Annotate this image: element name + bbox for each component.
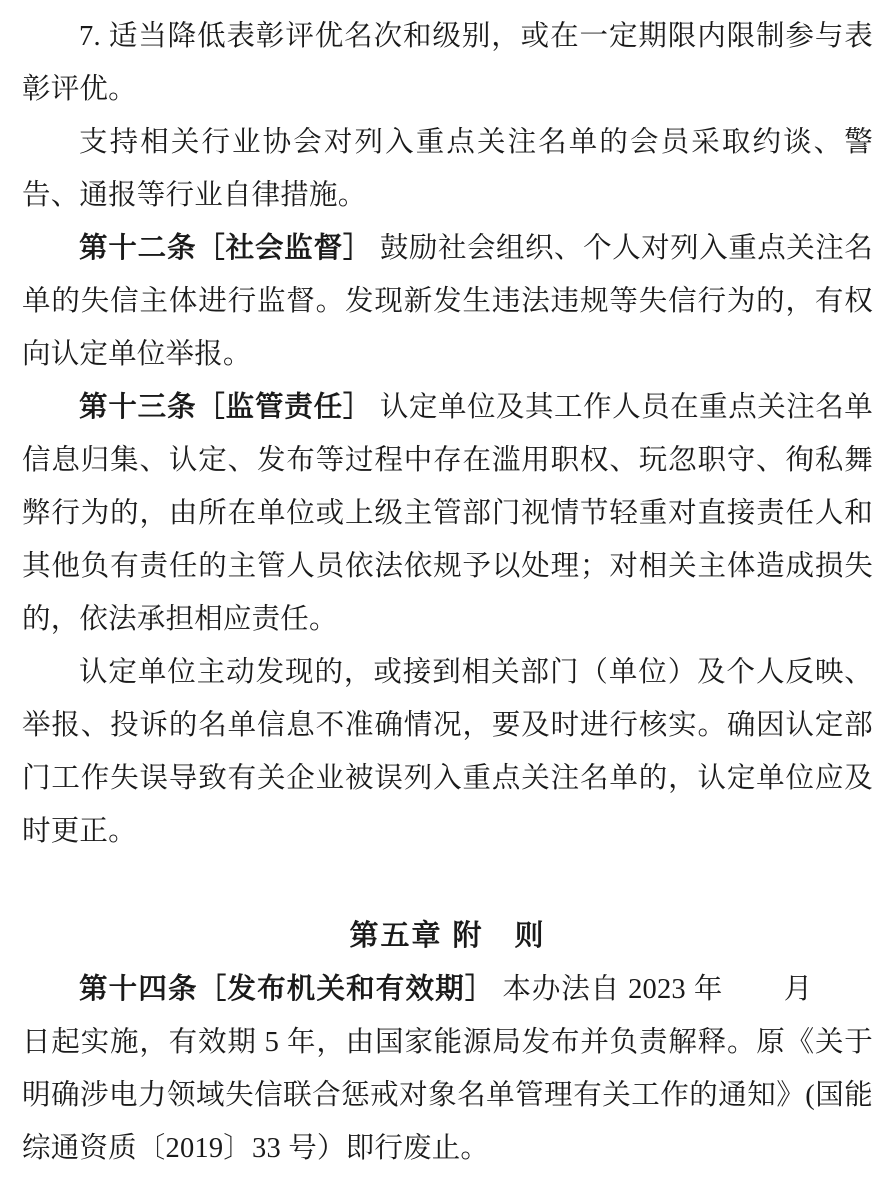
article-13-body: 认定单位及其工作人员在重点关注名单信息归集、认定、发布等过程中存在滥用职权、玩忽职守、徇私舞弊行为的，由所在单位或上级主管部门视情节轻重对直接责任人和其他负有责任的主管人员依法依规予以处理；对相关主体造成损失的，依法承担相应责任。 (22, 392, 873, 635)
paragraph-correction: 认定单位主动发现的，或接到相关部门（单位）及个人反映、举报、投诉的名单信息不准确情况，要及时进行核实。确因认定部门工作失误导致有关企业被误列入重点关注名单的，认定单位应及时更正。 (22, 657, 873, 847)
chapter-heading: 第五章 附 则 (349, 920, 546, 952)
article-14-lead: 第十四条［发布机关和有效期］ (79, 973, 495, 1005)
paragraph-article-13 (22, 381, 873, 646)
article-12-lead: 第十二条［社会监督］ (79, 232, 373, 264)
paragraph-industry-self-discipline: 支持相关行业协会对列入重点关注名单的会员采取约谈、警告、通报等行业自律措施。 (22, 127, 873, 211)
article-14-body: 起实施，有效期 5 年，由国家能源局发布并负责解释。原《关于明确涉电力领域失信联合惩戒对象名单管理有关工作的通知》(国能综通资质〔2019〕33 号）即行废止。 (22, 1027, 873, 1164)
paragraph-article-12 (22, 222, 873, 381)
article-12-body: 鼓励社会组织、个人对列入重点关注名单的失信主体进行监督。发现新发生违法违规等失信行为的，有权向认定单位举报。 (22, 233, 873, 370)
paragraph-article-14 (22, 963, 873, 1175)
article-13-lead: 第十三条［监管责任］ (79, 391, 373, 423)
section-spacer (22, 858, 873, 910)
article-14-day-label: 日 (22, 1027, 52, 1058)
article-14-date-prefix: 本办法自 2023 年 (502, 974, 724, 1005)
article-14-month-label: 月 (783, 974, 814, 1005)
paragraph-item-7: 7. 适当降低表彰评优名次和级别，或在一定期限内限制参与表彰评优。 (22, 21, 873, 105)
